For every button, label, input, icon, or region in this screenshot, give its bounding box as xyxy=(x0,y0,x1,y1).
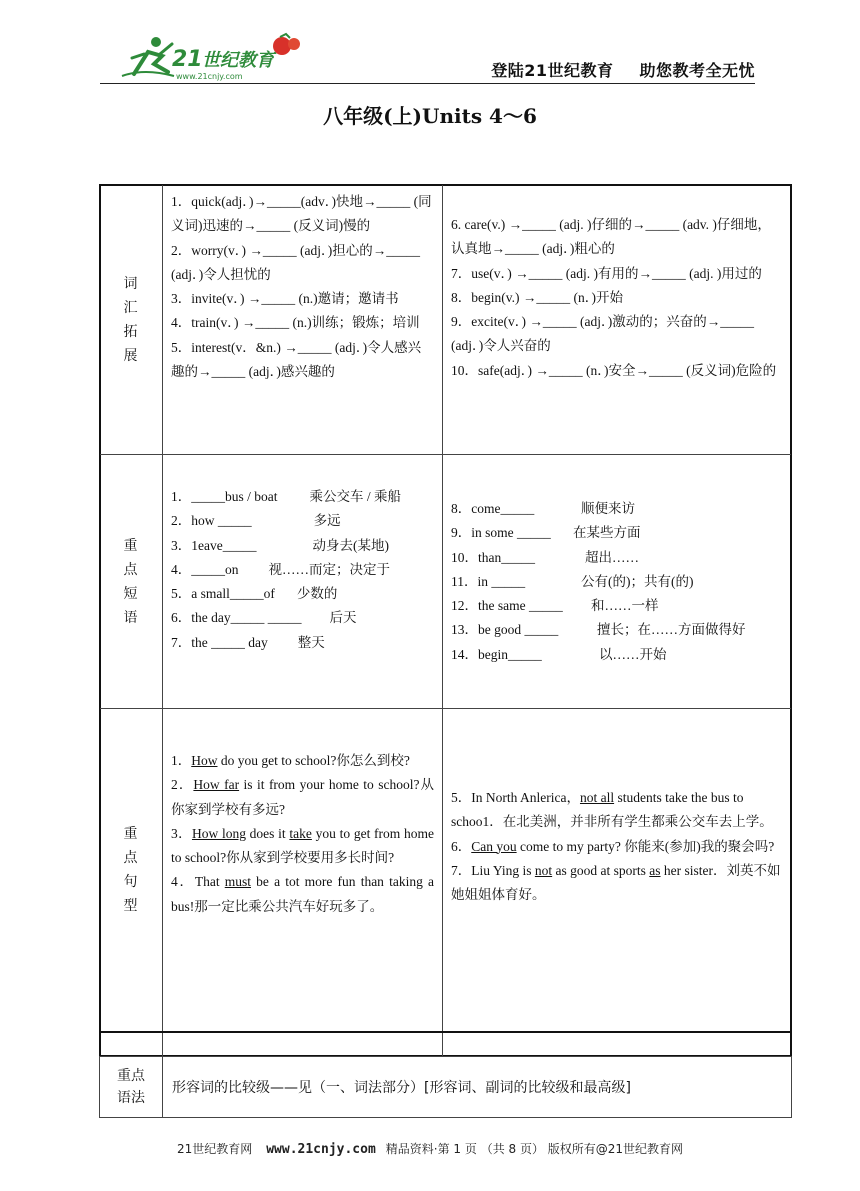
phrase-item: 4．_____on 视……而定；决定于 xyxy=(171,561,390,577)
phrase-item: 11．in _____ 公有(的)；共有(的) xyxy=(451,573,694,589)
vocab-item: 6. care(v.) →_____ (adj. )仔细的→_____ (adv. )仔细地，认真地→_____ (adj．)粗心的 xyxy=(451,217,771,257)
vocab-right-cell xyxy=(443,213,792,383)
phrase-item: 12．the same _____ 和……一样 xyxy=(451,598,659,614)
page-footer xyxy=(0,1140,860,1157)
slogan-right: 助您教考全无忧 xyxy=(639,61,755,80)
slogan-left: 登陆21世纪教育 xyxy=(491,61,614,80)
phrase-item: 8．come_____ 顺便来访 xyxy=(451,501,635,516)
vocab-item: 7．use(v．) →_____ (adj. )有用的→_____ (adj. )用过的 xyxy=(451,265,762,281)
header-rule xyxy=(100,83,755,84)
sentences-label: 重 点 句 型 xyxy=(123,826,138,914)
row-divider-1 xyxy=(100,454,791,455)
sentence-item: 7．Liu Ying is not as good at sports as her sister．刘英不如她姐姐体育好。 xyxy=(451,862,781,903)
page-title: 八年级(上)Units 4～6 xyxy=(323,104,537,128)
vocab-left-cell xyxy=(163,190,442,384)
page-header xyxy=(100,32,755,84)
phrase-item: 10．than_____ 超出…… xyxy=(451,549,639,565)
vocab-item: 2．worry(v．) →_____ (adj．)担心的→_____ (adj．)令人担忧的 xyxy=(171,242,420,282)
sentence-item: 5．In North Anlerica，not all students take the bus to schoo1．在北美洲，并非所有学生都乘公交车去上学。 xyxy=(451,790,773,830)
logo-21cnjy xyxy=(114,32,314,82)
header-slogan xyxy=(491,58,755,81)
vocab-item: 10．safe(adj．) →_____ (n．)安全→_____ (反义词)危险的 xyxy=(451,362,777,378)
grammar-row xyxy=(99,1056,792,1118)
vocab-item: 5．interest(v．&n.) →_____ (adj．)令人感兴趣的→_____ (adj．)感兴趣的 xyxy=(171,339,422,380)
footer-site-name: 21世纪教育网 xyxy=(176,1142,253,1156)
sentence-item: 3．How long does it take you to get from home to school?你从家到学校要用多长时间? xyxy=(171,825,435,866)
phrase-item: 9．in some _____ 在某些方面 xyxy=(451,525,641,541)
sentence-item: 2．How far is it from your home to school?从你家到学校有多远? xyxy=(171,777,435,817)
phrase-item: 14．begin_____ 以……开始 xyxy=(451,646,667,662)
phrase-item: 7．the _____ day 整天 xyxy=(171,634,325,650)
phrase-item: 2．how _____ 多远 xyxy=(171,513,341,529)
phrase-item: 1．_____bus / boat 乘公交车 / 乘船 xyxy=(171,489,402,504)
sentence-item: 1．How do you get to school?你怎么到校? xyxy=(171,753,410,768)
logo-url: www.21cnjy.com xyxy=(176,72,243,81)
footer-copyright: 精品资料·第 1 页 （共 8 页） 版权所有@21世纪教育网 xyxy=(385,1142,684,1156)
sentence-item: 4．That must be a tot more fun than taking a bus!那一定比乘公共汽车好玩多了。 xyxy=(171,874,434,914)
svg-text:世纪教育: 世纪教育 xyxy=(202,50,274,71)
vocab-item: 3．invite(v．) →_____ (n.)邀请；邀请书 xyxy=(171,291,399,307)
phrase-item: 6．the day_____ _____ 后天 xyxy=(171,610,357,626)
footer-url[interactable]: www.21cnjy.com xyxy=(266,1142,376,1157)
grammar-text: 形容词的比较级——见（一、词法部分）[形容词、副词的比较级和最高级] xyxy=(172,1080,631,1096)
vocab-item: 1．quick(adj．)→_____(adv．)快地→_____ (同义词)迅速的→_____ (反义词)慢的 xyxy=(171,194,432,234)
phrase-item: 5．a small_____of 少数的 xyxy=(171,586,338,602)
vocab-item: 9．excite(v．) →_____ (adj．)激动的；兴奋的→_____ (adj．)令人兴奋的 xyxy=(451,314,754,354)
phrase-item: 13．be good _____ 擅长；在……方面做得好 xyxy=(451,622,746,638)
sentences-right-cell xyxy=(443,786,792,907)
phrases-left-cell xyxy=(163,485,442,655)
grammar-label: 重点 语法 xyxy=(100,1057,163,1117)
sentence-item: 6．Can you come to my party? 你能来(参加)我的聚会吗? xyxy=(451,838,775,854)
vocab-item: 8．begin(v.) →_____ (n．)开始 xyxy=(451,289,623,305)
phrases-label: 重 点 短 语 xyxy=(123,537,138,626)
vocab-label: 词 汇 拓 展 xyxy=(123,275,138,364)
row-divider-3 xyxy=(100,1031,791,1033)
phrases-right-cell xyxy=(443,497,792,667)
sentences-left-cell xyxy=(163,749,442,919)
vocab-item: 4．train(v．) →_____ (n.)训练；锻炼；培训 xyxy=(171,315,420,331)
row-divider-2 xyxy=(100,708,791,709)
phrase-item: 3．1eave_____ 动身去(某地) xyxy=(171,537,389,553)
svg-text:21: 21 xyxy=(172,47,203,72)
